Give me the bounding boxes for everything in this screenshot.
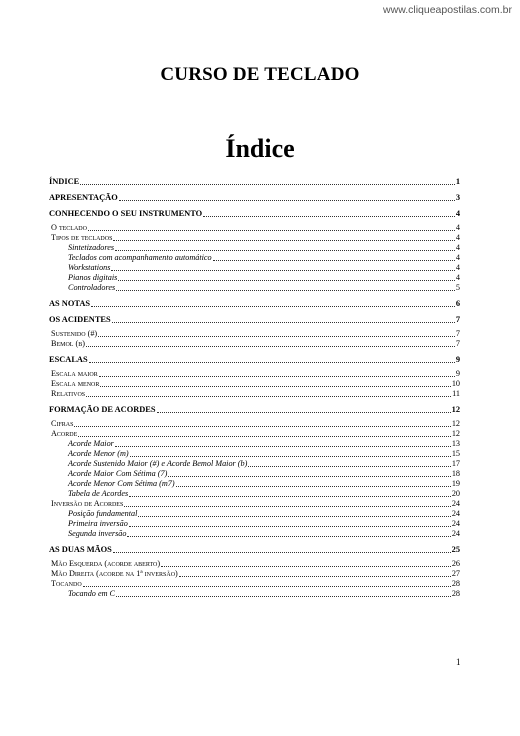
toc-entry-page: 12 [451, 429, 460, 438]
toc-entry-title: Tabela de Acordes [68, 489, 129, 498]
toc-entry-page: 24 [451, 509, 460, 518]
toc-entry-title: Acorde Menor Com Sétima (m7) [68, 479, 175, 488]
toc-entry-title: Escala menor [51, 379, 100, 388]
toc-section-entry[interactable] [49, 177, 460, 187]
toc-subsubsection-entry[interactable] [49, 469, 460, 479]
toc-entry-page: 10 [451, 379, 460, 388]
toc-subsection-entry[interactable] [49, 223, 460, 233]
toc-entry-page: 4 [455, 209, 460, 218]
toc-subsubsection-entry[interactable] [49, 273, 460, 283]
toc-entry-title: Relativos [51, 389, 86, 398]
toc-dot-leader [111, 263, 454, 271]
toc-subsection-entry[interactable] [49, 569, 460, 579]
toc-entry-page: 13 [451, 439, 460, 448]
toc-section-entry[interactable] [49, 209, 460, 219]
toc-dot-leader [119, 193, 455, 201]
toc-entry-page: 12 [451, 405, 460, 414]
toc-subsection-entry[interactable] [49, 389, 460, 399]
toc-subsubsection-entry[interactable] [49, 263, 460, 273]
toc-entry-page: 1 [455, 177, 460, 186]
table-of-contents [49, 177, 460, 599]
toc-entry-title: ÍNDICE [49, 177, 80, 186]
toc-subsubsection-entry[interactable] [49, 283, 460, 293]
toc-entry-page: 24 [451, 499, 460, 508]
toc-entry-page: 20 [451, 489, 460, 498]
toc-entry-page: 27 [451, 569, 460, 578]
toc-entry-title: CONHECENDO O SEU INSTRUMENTO [49, 209, 203, 218]
toc-entry-title: Controladores [68, 283, 116, 292]
toc-entry-title: Primeira inversão [68, 519, 128, 528]
toc-section-entry[interactable] [49, 355, 460, 365]
toc-dot-leader [129, 489, 451, 497]
toc-entry-title: Tocando [51, 579, 82, 588]
toc-dot-leader [113, 233, 454, 241]
toc-dot-leader [179, 569, 451, 577]
toc-dot-leader [176, 479, 451, 487]
toc-subsection-entry[interactable] [49, 559, 460, 569]
toc-subsubsection-entry[interactable] [49, 509, 460, 519]
toc-entry-page: 9 [455, 369, 460, 378]
toc-entry-page: 4 [455, 243, 460, 252]
toc-dot-leader [98, 329, 455, 337]
toc-entry-title: AS DUAS MÃOS [49, 545, 112, 554]
toc-entry-title: FORMAÇÃO DE ACORDES [49, 405, 156, 414]
toc-subsubsection-entry[interactable] [49, 253, 460, 263]
toc-subsubsection-entry[interactable] [49, 489, 460, 499]
toc-dot-leader [118, 273, 455, 281]
toc-entry-page: 24 [451, 529, 460, 538]
toc-entry-title: O teclado [51, 223, 87, 232]
toc-subsubsection-entry[interactable] [49, 519, 460, 529]
toc-dot-leader [89, 355, 455, 363]
toc-dot-leader [116, 589, 451, 597]
toc-subsection-entry[interactable] [49, 419, 460, 429]
watermark-url: www.cliqueapostilas.com.br [383, 4, 512, 16]
toc-entry-page: 17 [451, 459, 460, 468]
toc-entry-title: Acorde [51, 429, 78, 438]
toc-dot-leader [248, 459, 450, 467]
toc-dot-leader [86, 389, 451, 397]
toc-entry-title: Acorde Maior Com Sétima (7) [68, 469, 168, 478]
toc-subsubsection-entry[interactable] [49, 243, 460, 253]
toc-subsubsection-entry[interactable] [49, 439, 460, 449]
toc-dot-leader [116, 283, 455, 291]
toc-entry-title: Mão Esquerda (acorde aberto) [51, 559, 161, 568]
toc-subsubsection-entry[interactable] [49, 479, 460, 489]
toc-subsection-entry[interactable] [49, 579, 460, 589]
toc-entry-title: OS ACIDENTES [49, 315, 111, 324]
toc-entry-title: Posição fundamental [68, 509, 138, 518]
toc-dot-leader [112, 315, 455, 323]
toc-entry-title: Pianos digitais [68, 273, 118, 282]
index-heading: Índice [225, 134, 295, 163]
toc-entry-page: 15 [451, 449, 460, 458]
toc-entry-page: 7 [455, 339, 460, 348]
toc-entry-title: Sustenido (#) [51, 329, 98, 338]
toc-entry-title: APRESENTAÇÃO [49, 193, 118, 202]
toc-entry-title: Sintetizadores [68, 243, 115, 252]
toc-entry-page: 4 [455, 253, 460, 262]
toc-dot-leader [91, 299, 455, 307]
toc-entry-title: Escala maior [51, 369, 98, 378]
toc-dot-leader [88, 223, 455, 231]
toc-subsection-entry[interactable] [49, 233, 460, 243]
toc-subsection-entry[interactable] [49, 369, 460, 379]
toc-subsubsection-entry[interactable] [49, 529, 460, 539]
toc-section-entry[interactable] [49, 545, 460, 555]
toc-entry-title: AS NOTAS [49, 299, 91, 308]
toc-subsection-entry[interactable] [49, 339, 460, 349]
toc-entry-page: 28 [451, 589, 460, 598]
toc-entry-title: Inversão de Acordes [51, 499, 124, 508]
toc-entry-page: 6 [455, 299, 460, 308]
toc-entry-title: Teclados com acompanhamento automático [68, 253, 212, 262]
toc-dot-leader [203, 209, 455, 217]
toc-dot-leader [138, 509, 450, 517]
toc-dot-leader [157, 405, 451, 413]
toc-subsection-entry[interactable] [49, 499, 460, 509]
toc-entry-page: 3 [455, 193, 460, 202]
toc-entry-title: Acorde Maior [68, 439, 114, 448]
toc-dot-leader [130, 449, 451, 457]
toc-dot-leader [99, 369, 455, 377]
toc-entry-page: 26 [451, 559, 460, 568]
toc-entry-page: 18 [451, 469, 460, 478]
toc-dot-leader [168, 469, 451, 477]
toc-entry-title: Bemol (b) [51, 339, 85, 348]
toc-entry-page: 12 [451, 419, 460, 428]
toc-subsection-entry[interactable] [49, 429, 460, 439]
toc-section-entry[interactable] [49, 193, 460, 203]
page-number: 1 [456, 657, 461, 667]
toc-entry-title: Acorde Sustenido Maior (#) e Acorde Bemol Maior (b) [68, 459, 248, 468]
toc-entry-page: 4 [455, 273, 460, 282]
toc-subsubsection-entry[interactable] [49, 589, 460, 599]
toc-entry-page: 9 [455, 355, 460, 364]
toc-dot-leader [129, 519, 451, 527]
toc-dot-leader [124, 499, 451, 507]
toc-entry-title: ESCALAS [49, 355, 88, 364]
toc-entry-page: 19 [451, 479, 460, 488]
toc-entry-page: 4 [455, 263, 460, 272]
toc-entry-page: 25 [451, 545, 460, 554]
toc-entry-page: 28 [451, 579, 460, 588]
toc-entry-title: Tocando em C [68, 589, 116, 598]
toc-entry-page: 11 [452, 389, 460, 398]
toc-entry-page: 4 [455, 223, 460, 232]
toc-dot-leader [161, 559, 451, 567]
toc-subsection-entry[interactable] [49, 379, 460, 389]
toc-dot-leader [115, 243, 455, 251]
document-title: CURSO DE TECLADO [160, 64, 360, 85]
toc-entry-page: 5 [455, 283, 460, 292]
toc-dot-leader [113, 545, 451, 553]
toc-dot-leader [127, 529, 450, 537]
toc-section-entry[interactable] [49, 315, 460, 325]
toc-dot-leader [213, 253, 455, 261]
toc-dot-leader [74, 419, 450, 427]
toc-entry-page: 24 [451, 519, 460, 528]
toc-subsubsection-entry[interactable] [49, 459, 460, 469]
toc-dot-leader [100, 379, 450, 387]
toc-subsection-entry[interactable] [49, 329, 460, 339]
toc-entry-title: Acorde Menor (m) [68, 449, 129, 458]
toc-entry-page: 4 [455, 233, 460, 242]
toc-dot-leader [78, 429, 451, 437]
toc-subsubsection-entry[interactable] [49, 449, 460, 459]
toc-entry-page: 7 [455, 315, 460, 324]
toc-entry-title: Mão Direita (acorde na 1ª inversão) [51, 569, 178, 578]
toc-section-entry[interactable] [49, 405, 460, 415]
toc-entry-title: Cifras [51, 419, 74, 428]
toc-entry-page: 7 [455, 329, 460, 338]
toc-dot-leader [83, 579, 451, 587]
toc-dot-leader [80, 177, 455, 185]
toc-entry-title: Segunda inversão [68, 529, 127, 538]
toc-entry-title: Workstations [68, 263, 111, 272]
toc-dot-leader [86, 339, 455, 347]
toc-entry-title: Tipos de teclados [51, 233, 113, 242]
toc-section-entry[interactable] [49, 299, 460, 309]
toc-dot-leader [115, 439, 451, 447]
